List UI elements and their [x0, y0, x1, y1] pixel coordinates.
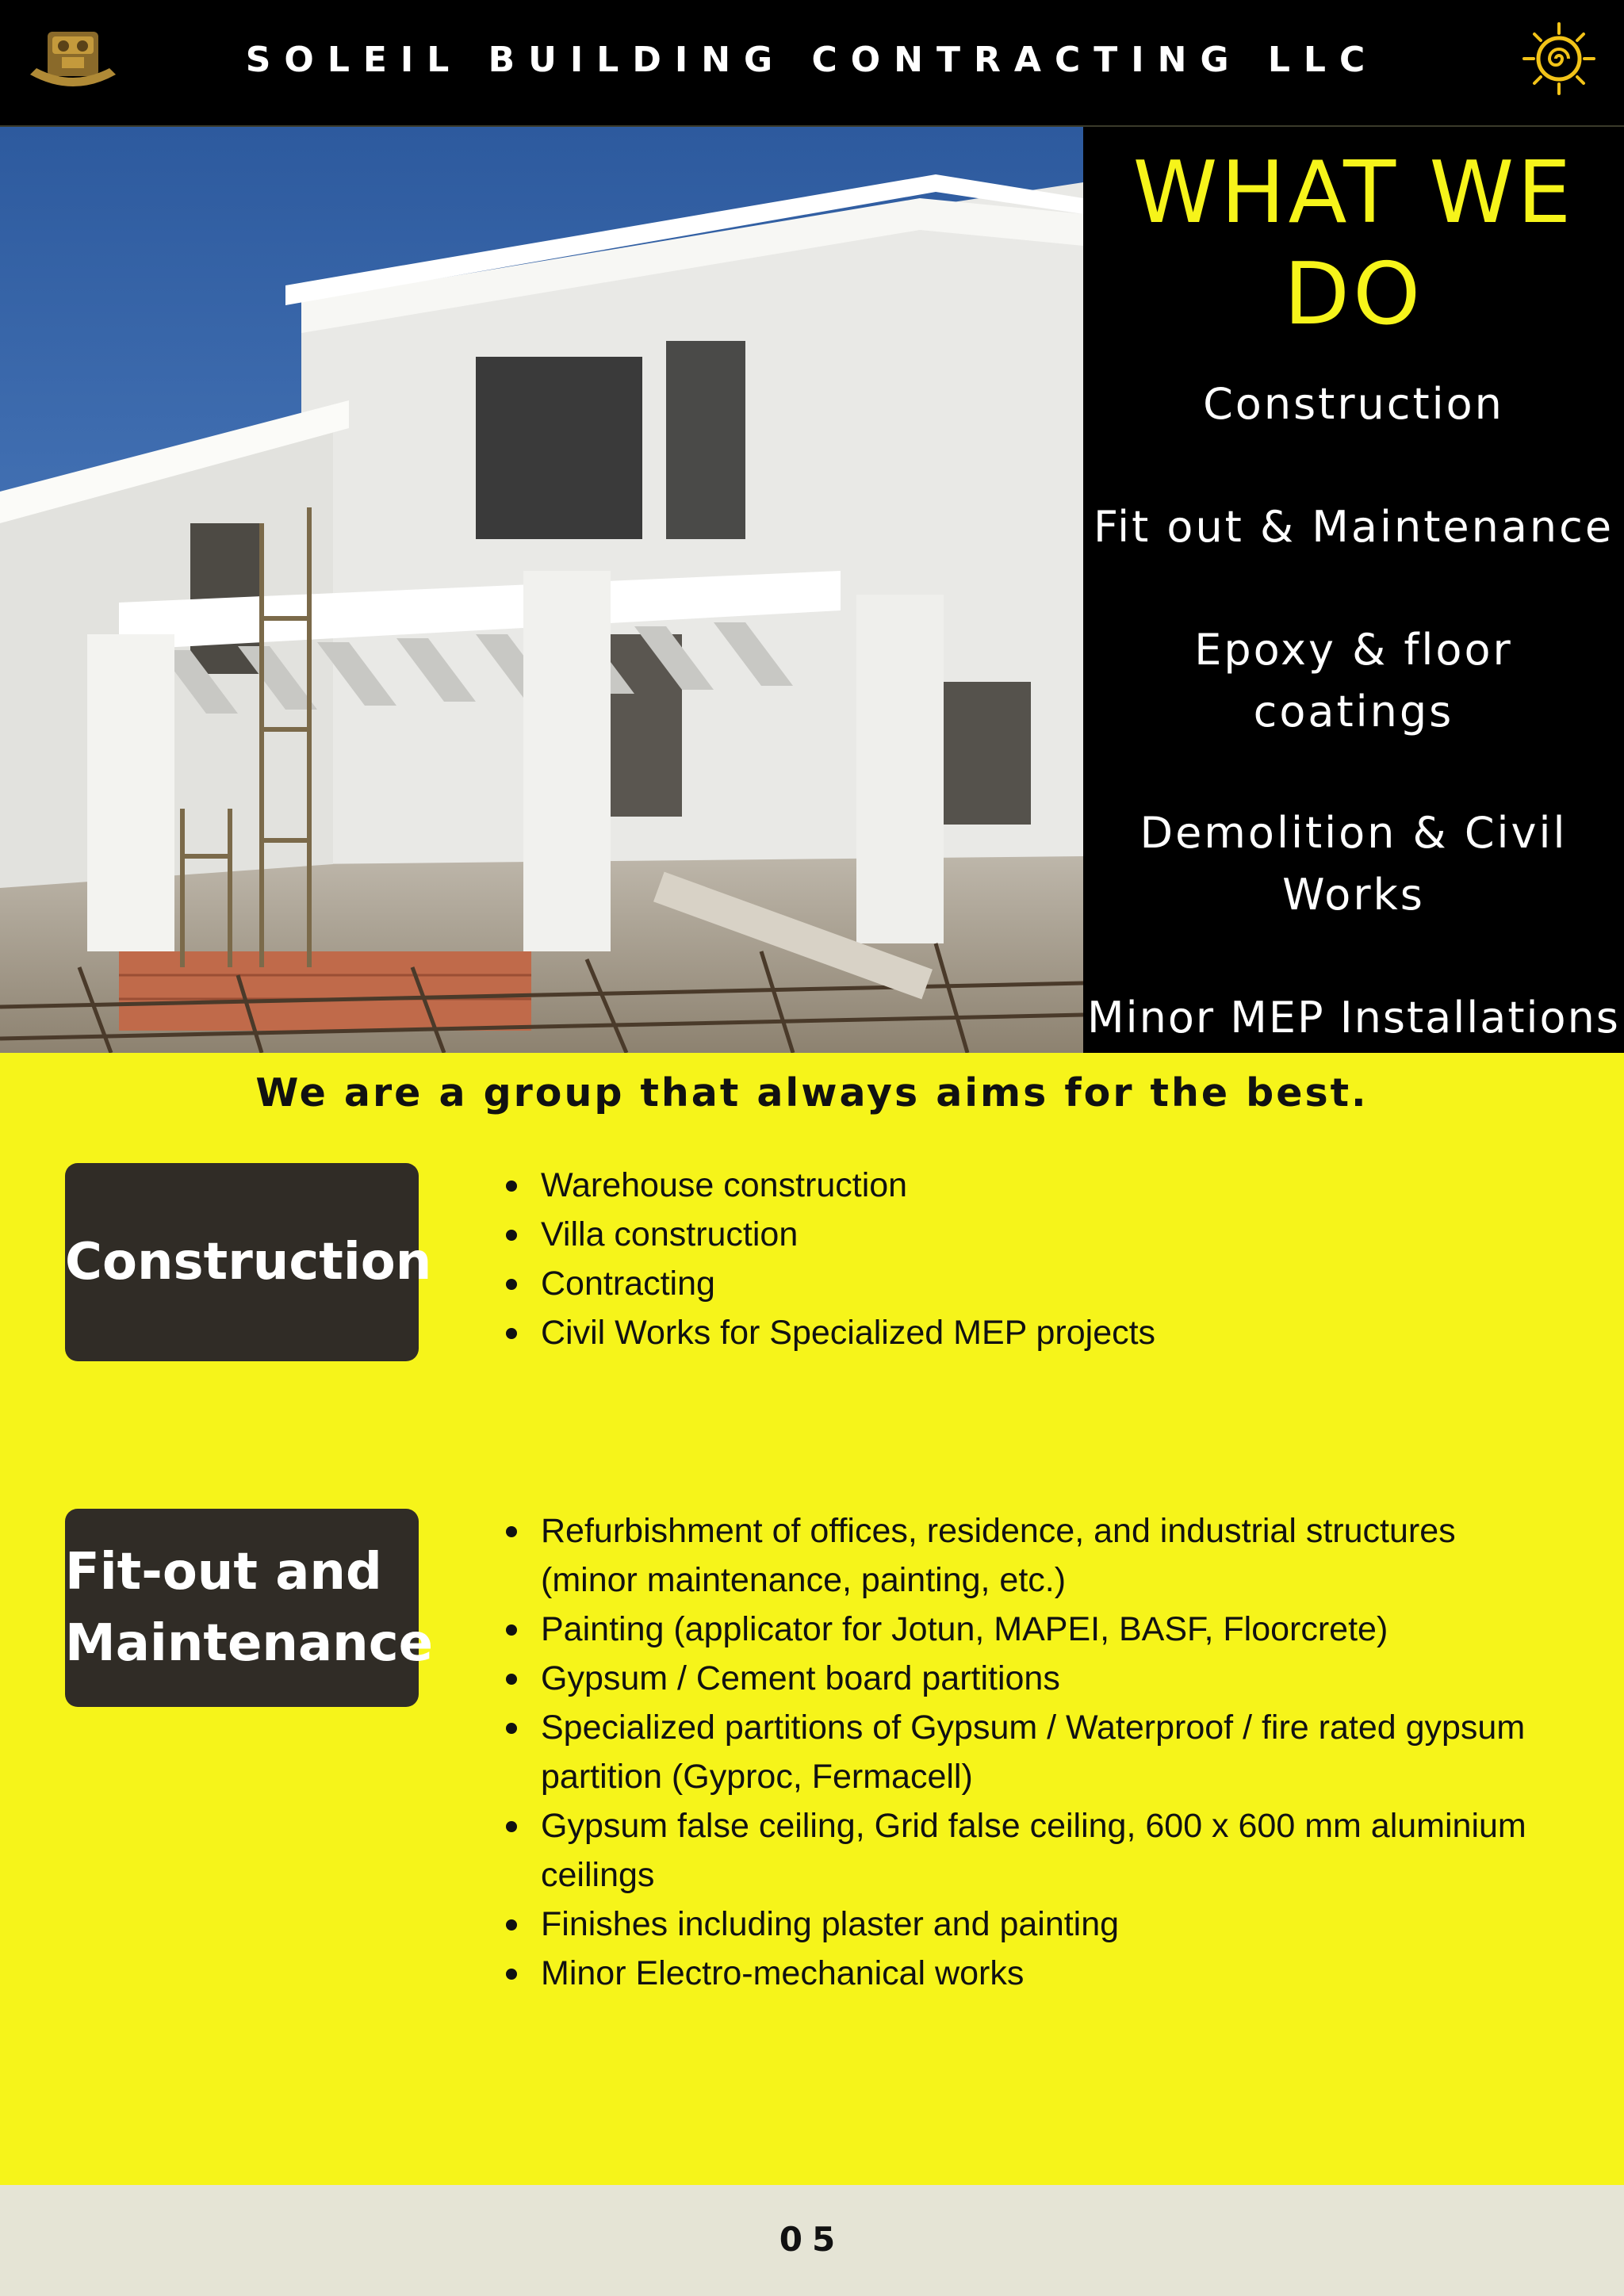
list-item: Minor Electro-mechanical works — [498, 1949, 1561, 1998]
service-item-text: Demolition & Civil — [1139, 808, 1568, 858]
footer-bar — [0, 2185, 1624, 2296]
list-item: Villa construction — [498, 1210, 1155, 1259]
list-item: Painting (applicator for Jotun, MAPEI, BASF, Floorcrete) — [498, 1605, 1561, 1654]
list-item: Finishes including plaster and painting — [498, 1900, 1561, 1949]
construction-label: Construction — [65, 1233, 432, 1292]
list-item: Warehouse construction — [498, 1161, 1155, 1210]
heading-line-2: DO — [1283, 245, 1424, 344]
fitout-bullet-list — [498, 1506, 1561, 1998]
header-bar — [0, 0, 1624, 127]
construction-label-box — [65, 1163, 432, 1361]
service-item — [1083, 802, 1624, 926]
hero-photo — [0, 127, 1083, 1053]
service-item — [1083, 496, 1624, 558]
service-item-text: coatings — [1253, 687, 1454, 737]
fitout-label-line-1: Fit-out and — [65, 1543, 382, 1601]
tagline: We are a group that always aims for the best. — [255, 1070, 1369, 1115]
list-item: Specialized partitions of Gypsum / Waterproof / fire rated gypsum partition (Gyproc, Fermacell) — [498, 1703, 1561, 1801]
list-item: Gypsum false ceiling, Grid false ceiling, 600 x 600 mm aluminium ceilings — [498, 1801, 1561, 1900]
service-item — [1083, 373, 1624, 435]
list-item: Gypsum / Cement board partitions — [498, 1654, 1561, 1703]
list-item: Civil Works for Specialized MEP projects — [498, 1308, 1155, 1357]
construction-bullet-list — [498, 1161, 1155, 1357]
service-item-text: Construction — [1203, 379, 1504, 429]
fitout-label-box — [65, 1509, 434, 1707]
company-title: SOLEIL BUILDING CONTRACTING LLC — [245, 40, 1379, 80]
fitout-label-line-2: Maintenance — [65, 1614, 434, 1673]
heading-line-1: WHAT WE — [1132, 144, 1575, 243]
what-we-do-panel — [1083, 127, 1624, 1053]
service-item — [1083, 619, 1624, 743]
service-item-text: Minor MEP Installations — [1087, 993, 1620, 1043]
service-item-text: Epoxy & floor — [1194, 625, 1513, 675]
service-item — [1083, 987, 1624, 1049]
list-item: Refurbishment of offices, residence, and industrial structures (minor maintenance, painting, etc.) — [498, 1506, 1561, 1605]
sun-spiral-logo-icon — [1521, 21, 1597, 97]
service-item-text: Works — [1282, 870, 1425, 920]
what-we-do-heading — [1083, 143, 1624, 346]
service-item-text: Fit out & Maintenance — [1093, 502, 1614, 552]
list-item: Contracting — [498, 1259, 1155, 1308]
page-number: 05 — [779, 2220, 845, 2259]
